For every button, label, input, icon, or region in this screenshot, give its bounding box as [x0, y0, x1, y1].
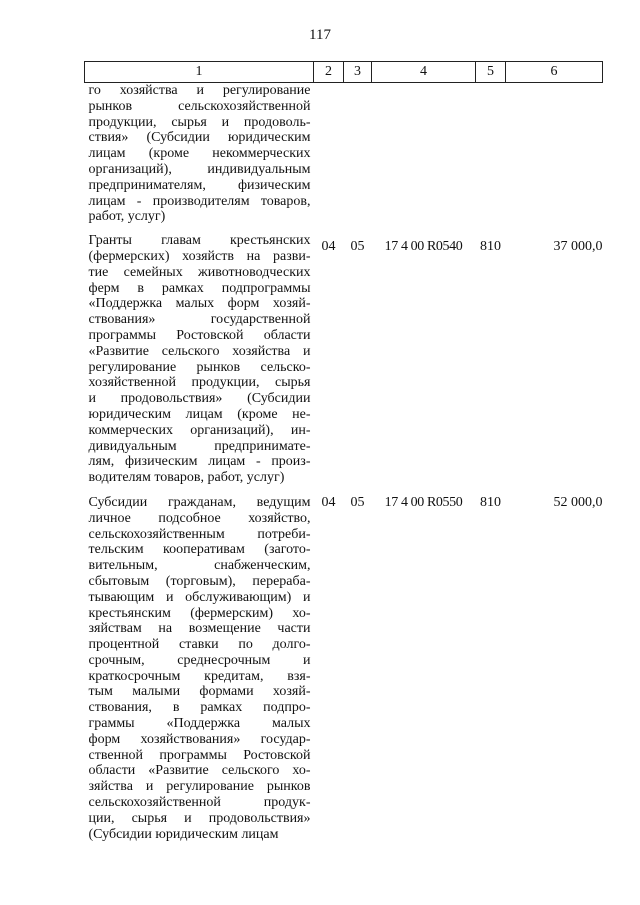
description-line: предпринимателям, физическим [88, 177, 311, 193]
description-line: срочным, среднесрочным и [88, 652, 311, 668]
header-col-4: 4 [372, 62, 476, 83]
description-line: ственной программы Ростовской [88, 747, 311, 763]
expense-type-code: 810 [480, 494, 501, 510]
description-line: вительным, снабженческим, [88, 558, 311, 574]
description-line: форм хозяйствования» государ- [88, 731, 311, 747]
header-col-3: 3 [344, 62, 372, 83]
table-row [85, 83, 603, 234]
table-row [85, 233, 603, 495]
target-article-code: 17 4 00 R0540 [384, 239, 463, 255]
description-line: «Поддержка малых форм хозяй- [88, 296, 311, 312]
description-line: сбытовым (торговым), перераба- [88, 573, 311, 589]
section-code: 04 [321, 239, 336, 255]
description-line: рынков сельскохозяйственной [88, 98, 311, 114]
subsection-code: 05 [350, 494, 365, 510]
page-number: 117 [309, 27, 331, 43]
expense-type-code [476, 83, 506, 234]
expense-type-code: 810 [480, 239, 501, 255]
amount-value: 52 000,0 [553, 494, 603, 510]
description-line: лицам - производителям товаров, [88, 193, 311, 209]
amount-value: 37 000,0 [553, 239, 603, 255]
budget-table [84, 61, 603, 842]
description-line: процентной ставки по долго- [88, 637, 311, 653]
description-line: краткосрочным кредитам, взя- [88, 668, 311, 684]
description-line: лицам (кроме некоммерческих [88, 146, 311, 162]
subsection-code: 05 [350, 239, 365, 255]
amount-value [506, 83, 603, 234]
description-line: программы Ростовской области [88, 327, 311, 343]
description-line: лям, физическим лицам - произ- [88, 454, 311, 470]
description-line: Субсидии гражданам, ведущим [88, 494, 311, 510]
row-description [85, 233, 314, 495]
table-header-row [85, 62, 603, 83]
description-line: зяйствам на возмещение части [88, 621, 311, 637]
description-line: крестьянским (фермерским) хо- [88, 605, 311, 621]
description-line: регулирование рынков сельско- [88, 359, 311, 375]
description-line: организаций), индивидуальным [88, 161, 311, 177]
description-line: водителям товаров, работ, услуг) [88, 470, 285, 486]
description-line: (Субсидии юридическим лицам [88, 826, 279, 842]
description-line: и продовольствия» (Субсидии [88, 391, 311, 407]
description-line: тельским кооперативам (загото- [88, 542, 311, 558]
description-line: хозяйственной продукции, сырья [88, 375, 311, 391]
description-line: зяйства и регулирование рынков [88, 779, 311, 795]
description-line: тие семейных животноводческих [88, 264, 311, 280]
description-line: работ, услуг) [88, 209, 166, 225]
table-row [85, 495, 603, 843]
description-line: тым малыми формами хозяй- [88, 684, 311, 700]
header-col-1: 1 [85, 62, 314, 83]
description-line: ферм в рамках подпрограммы [88, 280, 311, 296]
description-line: дивидуальным предпринимате- [88, 438, 311, 454]
description-line: Гранты главам крестьянских [88, 233, 311, 249]
description-line: коммерческих организаций), ин- [88, 422, 311, 438]
subsection-code [344, 83, 372, 234]
row-description [85, 495, 314, 843]
description-line: го хозяйства и регулирование [88, 83, 311, 98]
description-line: ствия» (Субсидии юридическим [88, 130, 311, 146]
target-article-code: 17 4 00 R0550 [384, 494, 463, 510]
description-line: граммы «Поддержка малых [88, 716, 311, 732]
description-line: ствования, в рамках подпро- [88, 700, 311, 716]
header-col-2: 2 [314, 62, 344, 83]
description-line: «Развитие сельского хозяйства и [88, 343, 311, 359]
description-line: ствования» государственной [88, 312, 311, 328]
row-description [85, 83, 314, 234]
description-line: юридическим лицам (кроме не- [88, 406, 311, 422]
description-line: личное подсобное хозяйство, [88, 510, 311, 526]
description-line: сельскохозяйственным потреби- [88, 526, 311, 542]
header-col-6: 6 [506, 62, 603, 83]
description-line: ции, сырья и продовольствия» [88, 810, 311, 826]
description-line: области «Развитие сельского хо- [88, 763, 311, 779]
header-col-5: 5 [476, 62, 506, 83]
section-code [314, 83, 344, 234]
description-line: (фермерских) хозяйств на разви- [88, 248, 311, 264]
target-article-code [372, 83, 476, 234]
description-line: тывающим и обслуживающим) и [88, 589, 311, 605]
description-line: продукции, сырья и продоволь- [88, 114, 311, 130]
section-code: 04 [321, 494, 336, 510]
description-line: сельскохозяйственной продук- [88, 795, 311, 811]
